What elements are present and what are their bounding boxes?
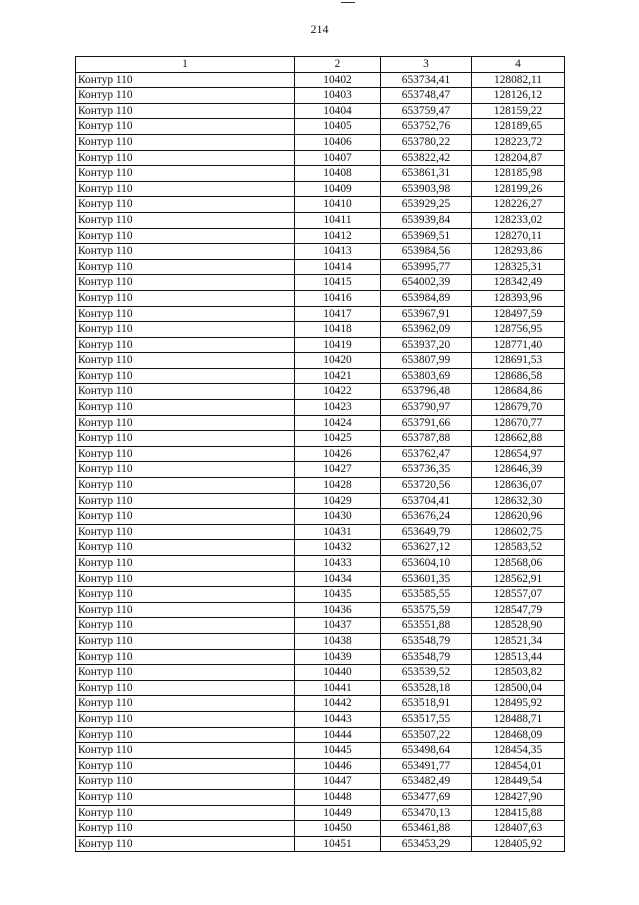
x-coordinate-cell: 653929,25: [381, 197, 472, 213]
point-number-cell: 10451: [295, 836, 381, 852]
point-number-cell: 10422: [295, 384, 381, 400]
y-coordinate-cell: 128771,40: [472, 337, 565, 353]
column-header-2: 2: [295, 57, 381, 73]
point-number-cell: 10425: [295, 431, 381, 447]
table-row: [76, 72, 565, 88]
point-number-cell: 10421: [295, 368, 381, 384]
table-row: [76, 150, 565, 166]
table-row: [76, 228, 565, 244]
point-number-cell: 10423: [295, 400, 381, 416]
x-coordinate-cell: 653962,09: [381, 322, 472, 338]
table-row: [76, 368, 565, 384]
contour-name-cell: Контур 110: [76, 478, 295, 494]
x-coordinate-cell: 653734,41: [381, 72, 472, 88]
y-coordinate-cell: 128521,34: [472, 633, 565, 649]
point-number-cell: 10417: [295, 306, 381, 322]
point-number-cell: 10413: [295, 244, 381, 260]
point-number-cell: 10407: [295, 150, 381, 166]
contour-name-cell: Контур 110: [76, 134, 295, 150]
point-number-cell: 10450: [295, 821, 381, 837]
contour-name-cell: Контур 110: [76, 509, 295, 525]
point-number-cell: 10448: [295, 789, 381, 805]
table-row: [76, 493, 565, 509]
y-coordinate-cell: 128632,30: [472, 493, 565, 509]
x-coordinate-cell: 653676,24: [381, 509, 472, 525]
y-coordinate-cell: 128454,01: [472, 758, 565, 774]
contour-name-cell: Контур 110: [76, 571, 295, 587]
point-number-cell: 10427: [295, 462, 381, 478]
point-number-cell: 10416: [295, 290, 381, 306]
contour-name-cell: Контур 110: [76, 587, 295, 603]
contour-name-cell: Контур 110: [76, 727, 295, 743]
table-row: [76, 244, 565, 260]
x-coordinate-cell: 653967,91: [381, 306, 472, 322]
x-coordinate-cell: 653752,76: [381, 119, 472, 135]
contour-name-cell: Контур 110: [76, 540, 295, 556]
y-coordinate-cell: 128393,96: [472, 290, 565, 306]
x-coordinate-cell: 653548,79: [381, 649, 472, 665]
table-row: [76, 556, 565, 572]
point-number-cell: 10439: [295, 649, 381, 665]
x-coordinate-cell: 653627,12: [381, 540, 472, 556]
x-coordinate-cell: 653704,41: [381, 493, 472, 509]
table-row: [76, 462, 565, 478]
contour-name-cell: Контур 110: [76, 524, 295, 540]
point-number-cell: 10440: [295, 665, 381, 681]
contour-name-cell: Контур 110: [76, 836, 295, 852]
y-coordinate-cell: 128405,92: [472, 836, 565, 852]
contour-name-cell: Контур 110: [76, 368, 295, 384]
x-coordinate-cell: 653780,22: [381, 134, 472, 150]
x-coordinate-cell: 653984,56: [381, 244, 472, 260]
contour-name-cell: Контур 110: [76, 633, 295, 649]
point-number-cell: 10404: [295, 103, 381, 119]
table-row: [76, 337, 565, 353]
y-coordinate-cell: 128325,31: [472, 259, 565, 275]
table-row: [76, 431, 565, 447]
y-coordinate-cell: 128497,59: [472, 306, 565, 322]
point-number-cell: 10433: [295, 556, 381, 572]
contour-name-cell: Контур 110: [76, 228, 295, 244]
contour-name-cell: Контур 110: [76, 119, 295, 135]
point-number-cell: 10411: [295, 212, 381, 228]
table-row: [76, 181, 565, 197]
table-row: [76, 665, 565, 681]
table-row: [76, 727, 565, 743]
table-row: [76, 587, 565, 603]
x-coordinate-cell: 653969,51: [381, 228, 472, 244]
x-coordinate-cell: 653482,49: [381, 774, 472, 790]
contour-name-cell: Контур 110: [76, 665, 295, 681]
y-coordinate-cell: 128547,79: [472, 602, 565, 618]
contour-name-cell: Контур 110: [76, 337, 295, 353]
table-row: [76, 524, 565, 540]
y-coordinate-cell: 128082,11: [472, 72, 565, 88]
x-coordinate-cell: 653575,59: [381, 602, 472, 618]
table-row: [76, 789, 565, 805]
table-row: [76, 836, 565, 852]
x-coordinate-cell: 653491,77: [381, 758, 472, 774]
point-number-cell: 10408: [295, 166, 381, 182]
y-coordinate-cell: 128233,02: [472, 212, 565, 228]
point-number-cell: 10436: [295, 602, 381, 618]
y-coordinate-cell: 128557,07: [472, 587, 565, 603]
contour-name-cell: Контур 110: [76, 400, 295, 416]
point-number-cell: 10412: [295, 228, 381, 244]
table-row: [76, 680, 565, 696]
x-coordinate-cell: 653791,66: [381, 415, 472, 431]
table-row: [76, 649, 565, 665]
point-number-cell: 10420: [295, 353, 381, 369]
table-row: [76, 290, 565, 306]
point-number-cell: 10445: [295, 743, 381, 759]
contour-name-cell: Контур 110: [76, 150, 295, 166]
y-coordinate-cell: 128756,95: [472, 322, 565, 338]
point-number-cell: 10403: [295, 88, 381, 104]
contour-name-cell: Контур 110: [76, 446, 295, 462]
y-coordinate-cell: 128503,82: [472, 665, 565, 681]
contour-name-cell: Контур 110: [76, 431, 295, 447]
y-coordinate-cell: 128223,72: [472, 134, 565, 150]
contour-name-cell: Контур 110: [76, 290, 295, 306]
point-number-cell: 10432: [295, 540, 381, 556]
contour-name-cell: Контур 110: [76, 680, 295, 696]
contour-name-cell: Контур 110: [76, 743, 295, 759]
y-coordinate-cell: 128204,87: [472, 150, 565, 166]
contour-name-cell: Контур 110: [76, 88, 295, 104]
contour-name-cell: Контур 110: [76, 415, 295, 431]
contour-name-cell: Контур 110: [76, 602, 295, 618]
table-row: [76, 212, 565, 228]
x-coordinate-cell: 653984,89: [381, 290, 472, 306]
x-coordinate-cell: 653649,79: [381, 524, 472, 540]
table-row: [76, 758, 565, 774]
x-coordinate-cell: 653539,52: [381, 665, 472, 681]
y-coordinate-cell: 128270,11: [472, 228, 565, 244]
x-coordinate-cell: 653498,64: [381, 743, 472, 759]
point-number-cell: 10437: [295, 618, 381, 634]
contour-name-cell: Контур 110: [76, 72, 295, 88]
table-body: [76, 72, 565, 852]
y-coordinate-cell: 128342,49: [472, 275, 565, 291]
contour-name-cell: Контур 110: [76, 711, 295, 727]
y-coordinate-cell: 128407,63: [472, 821, 565, 837]
column-header-1: 1: [76, 57, 295, 73]
table-row: [76, 618, 565, 634]
y-coordinate-cell: 128670,77: [472, 415, 565, 431]
x-coordinate-cell: 653995,77: [381, 259, 472, 275]
point-number-cell: 10444: [295, 727, 381, 743]
x-coordinate-cell: 653604,10: [381, 556, 472, 572]
y-coordinate-cell: 128427,90: [472, 789, 565, 805]
point-number-cell: 10428: [295, 478, 381, 494]
contour-name-cell: Контур 110: [76, 166, 295, 182]
x-coordinate-cell: 653551,88: [381, 618, 472, 634]
table-row: [76, 88, 565, 104]
y-coordinate-cell: 128562,91: [472, 571, 565, 587]
x-coordinate-cell: 653861,31: [381, 166, 472, 182]
contour-name-cell: Контур 110: [76, 774, 295, 790]
contour-name-cell: Контур 110: [76, 805, 295, 821]
contour-name-cell: Контур 110: [76, 181, 295, 197]
x-coordinate-cell: 653903,98: [381, 181, 472, 197]
x-coordinate-cell: 653759,47: [381, 103, 472, 119]
y-coordinate-cell: 128488,71: [472, 711, 565, 727]
point-number-cell: 10410: [295, 197, 381, 213]
y-coordinate-cell: 128500,04: [472, 680, 565, 696]
contour-name-cell: Контур 110: [76, 353, 295, 369]
x-coordinate-cell: 653822,42: [381, 150, 472, 166]
column-header-3: 3: [381, 57, 472, 73]
table-row: [76, 805, 565, 821]
point-number-cell: 10441: [295, 680, 381, 696]
y-coordinate-cell: 128646,39: [472, 462, 565, 478]
contour-name-cell: Контур 110: [76, 306, 295, 322]
table-row: [76, 633, 565, 649]
contour-name-cell: Контур 110: [76, 462, 295, 478]
table-row: [76, 103, 565, 119]
table-row: [76, 821, 565, 837]
x-coordinate-cell: 653736,35: [381, 462, 472, 478]
point-number-cell: 10406: [295, 134, 381, 150]
table-row: [76, 384, 565, 400]
x-coordinate-cell: 653787,88: [381, 431, 472, 447]
x-coordinate-cell: 653601,35: [381, 571, 472, 587]
y-coordinate-cell: 128293,86: [472, 244, 565, 260]
page-number: 214: [310, 22, 329, 36]
table-row: [76, 711, 565, 727]
contour-name-cell: Контур 110: [76, 322, 295, 338]
point-number-cell: 10418: [295, 322, 381, 338]
y-coordinate-cell: 128454,35: [472, 743, 565, 759]
y-coordinate-cell: 128513,44: [472, 649, 565, 665]
x-coordinate-cell: 653790,97: [381, 400, 472, 416]
x-coordinate-cell: 654002,39: [381, 275, 472, 291]
x-coordinate-cell: 653803,69: [381, 368, 472, 384]
point-number-cell: 10446: [295, 758, 381, 774]
x-coordinate-cell: 653937,20: [381, 337, 472, 353]
y-coordinate-cell: 128568,06: [472, 556, 565, 572]
x-coordinate-cell: 653518,91: [381, 696, 472, 712]
contour-name-cell: Контур 110: [76, 275, 295, 291]
y-coordinate-cell: 128185,98: [472, 166, 565, 182]
x-coordinate-cell: 653528,18: [381, 680, 472, 696]
table-row: [76, 540, 565, 556]
table-row: [76, 166, 565, 182]
y-coordinate-cell: 128226,27: [472, 197, 565, 213]
y-coordinate-cell: 128583,52: [472, 540, 565, 556]
y-coordinate-cell: 128189,65: [472, 119, 565, 135]
y-coordinate-cell: 128126,12: [472, 88, 565, 104]
y-coordinate-cell: 128495,92: [472, 696, 565, 712]
x-coordinate-cell: 653461,88: [381, 821, 472, 837]
y-coordinate-cell: 128636,07: [472, 478, 565, 494]
point-number-cell: 10424: [295, 415, 381, 431]
y-coordinate-cell: 128684,86: [472, 384, 565, 400]
contour-name-cell: Контур 110: [76, 789, 295, 805]
table-row: [76, 197, 565, 213]
point-number-cell: 10409: [295, 181, 381, 197]
x-coordinate-cell: 653477,69: [381, 789, 472, 805]
contour-name-cell: Контур 110: [76, 696, 295, 712]
table-row: [76, 353, 565, 369]
contour-name-cell: Контур 110: [76, 618, 295, 634]
table-row: [76, 571, 565, 587]
table-row: [76, 400, 565, 416]
y-coordinate-cell: 128662,88: [472, 431, 565, 447]
y-coordinate-cell: 128620,96: [472, 509, 565, 525]
y-coordinate-cell: 128679,70: [472, 400, 565, 416]
table-row: [76, 743, 565, 759]
contour-name-cell: Контур 110: [76, 758, 295, 774]
y-coordinate-cell: 128468,09: [472, 727, 565, 743]
point-number-cell: 10402: [295, 72, 381, 88]
contour-name-cell: Контур 110: [76, 493, 295, 509]
y-coordinate-cell: 128691,53: [472, 353, 565, 369]
point-number-cell: 10447: [295, 774, 381, 790]
contour-name-cell: Контур 110: [76, 384, 295, 400]
contour-name-cell: Контур 110: [76, 197, 295, 213]
contour-name-cell: Контур 110: [76, 649, 295, 665]
x-coordinate-cell: 653762,47: [381, 446, 472, 462]
x-coordinate-cell: 653748,47: [381, 88, 472, 104]
contour-name-cell: Контур 110: [76, 556, 295, 572]
coordinates-table: [75, 56, 565, 852]
y-coordinate-cell: 128159,22: [472, 103, 565, 119]
x-coordinate-cell: 653453,29: [381, 836, 472, 852]
table-row: [76, 275, 565, 291]
y-coordinate-cell: 128528,90: [472, 618, 565, 634]
table-row: [76, 259, 565, 275]
table-row: [76, 415, 565, 431]
x-coordinate-cell: 653517,55: [381, 711, 472, 727]
x-coordinate-cell: 653470,13: [381, 805, 472, 821]
contour-name-cell: Контур 110: [76, 821, 295, 837]
table-row: [76, 696, 565, 712]
point-number-cell: 10442: [295, 696, 381, 712]
contour-name-cell: Контур 110: [76, 259, 295, 275]
point-number-cell: 10431: [295, 524, 381, 540]
table-row: [76, 478, 565, 494]
point-number-cell: 10419: [295, 337, 381, 353]
contour-name-cell: Контур 110: [76, 103, 295, 119]
point-number-cell: 10405: [295, 119, 381, 135]
x-coordinate-cell: 653585,55: [381, 587, 472, 603]
x-coordinate-cell: 653548,79: [381, 633, 472, 649]
contour-name-cell: Контур 110: [76, 212, 295, 228]
table-row: [76, 306, 565, 322]
point-number-cell: 10443: [295, 711, 381, 727]
scan-mark: [341, 2, 355, 3]
y-coordinate-cell: 128199,26: [472, 181, 565, 197]
point-number-cell: 10414: [295, 259, 381, 275]
y-coordinate-cell: 128415,88: [472, 805, 565, 821]
y-coordinate-cell: 128449,54: [472, 774, 565, 790]
x-coordinate-cell: 653807,99: [381, 353, 472, 369]
point-number-cell: 10430: [295, 509, 381, 525]
point-number-cell: 10415: [295, 275, 381, 291]
y-coordinate-cell: 128686,58: [472, 368, 565, 384]
point-number-cell: 10438: [295, 633, 381, 649]
x-coordinate-cell: 653796,48: [381, 384, 472, 400]
table-header-row: [76, 57, 565, 73]
point-number-cell: 10426: [295, 446, 381, 462]
table-row: [76, 134, 565, 150]
y-coordinate-cell: 128654,97: [472, 446, 565, 462]
table-row: [76, 322, 565, 338]
y-coordinate-cell: 128602,75: [472, 524, 565, 540]
point-number-cell: 10449: [295, 805, 381, 821]
table-row: [76, 774, 565, 790]
point-number-cell: 10434: [295, 571, 381, 587]
x-coordinate-cell: 653939,84: [381, 212, 472, 228]
table-row: [76, 446, 565, 462]
table-row: [76, 119, 565, 135]
x-coordinate-cell: 653720,56: [381, 478, 472, 494]
point-number-cell: 10435: [295, 587, 381, 603]
column-header-4: 4: [472, 57, 565, 73]
contour-name-cell: Контур 110: [76, 244, 295, 260]
point-number-cell: 10429: [295, 493, 381, 509]
table-row: [76, 602, 565, 618]
table-row: [76, 509, 565, 525]
x-coordinate-cell: 653507,22: [381, 727, 472, 743]
